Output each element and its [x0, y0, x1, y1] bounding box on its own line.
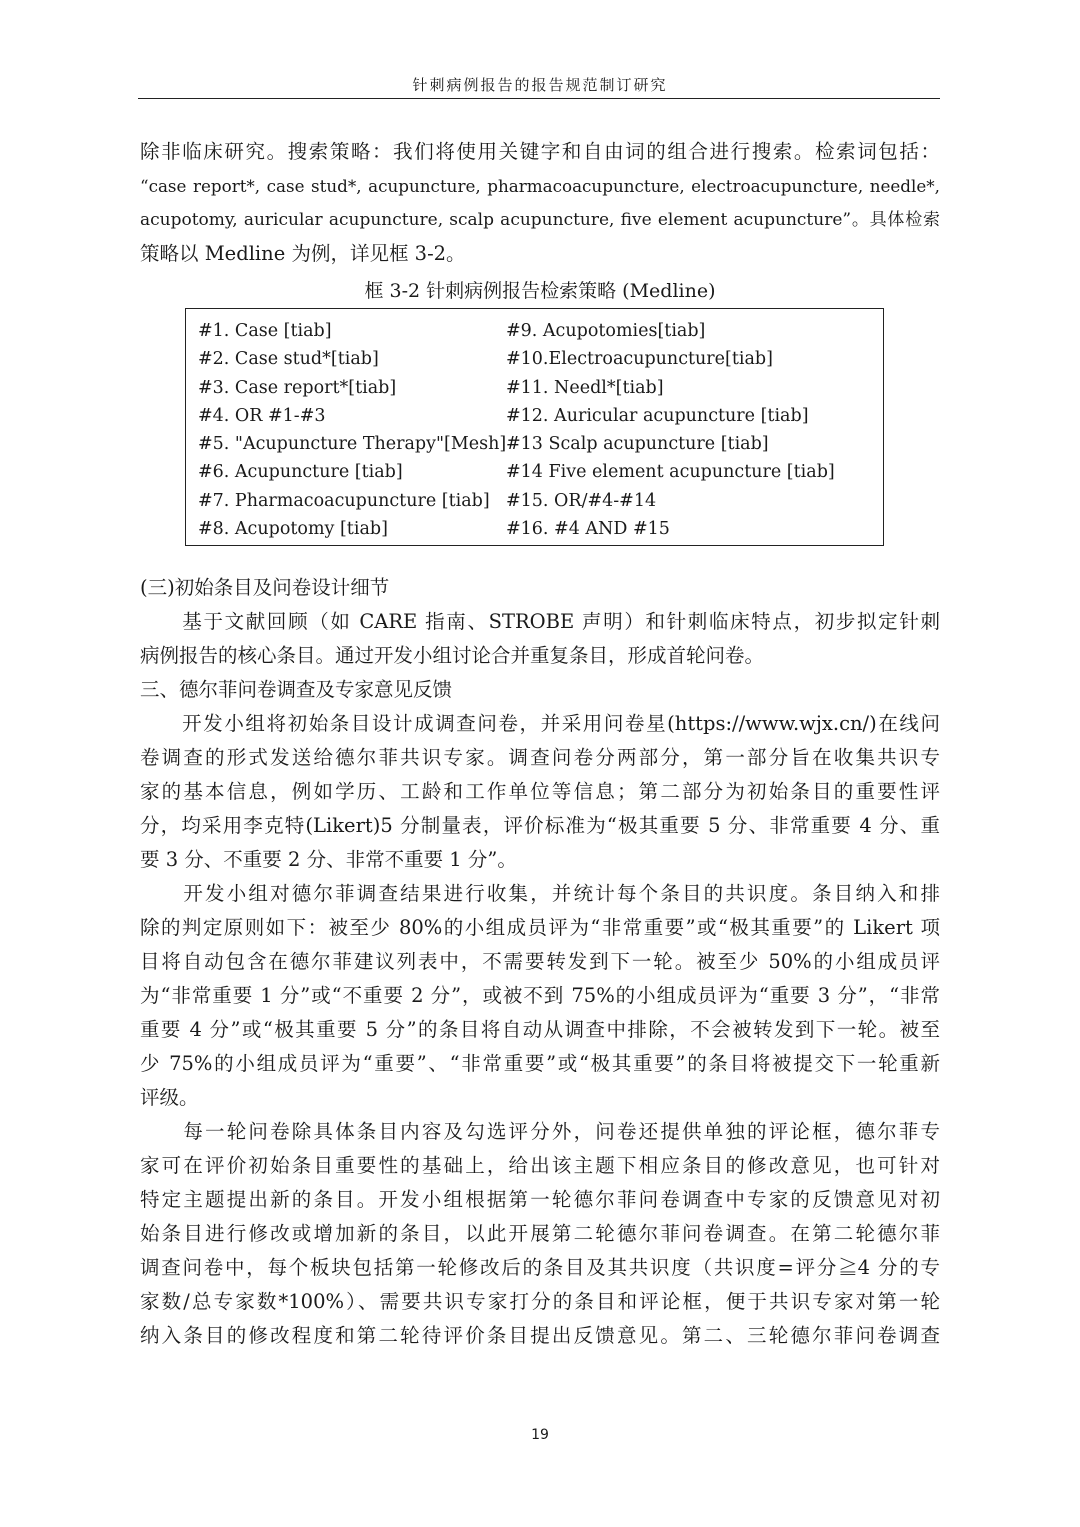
text-line: 家的基本信息，例如学历、工龄和工作单位等信息；第二部分为初始条目的重要性评: [140, 780, 940, 803]
strategy-entry: #14 Five element acupuncture [tiab]: [506, 462, 835, 483]
running-header: 针刺病例报告的报告规范制订研究: [412, 76, 668, 94]
text-line: 纳入条目的修改程度和第二轮待评价条目提出反馈意见。第二、三轮德尔菲问卷调查: [140, 1324, 940, 1347]
strategy-entry: #9. Acupotomies[tiab]: [506, 321, 706, 341]
strategy-entry: #10.Electroacupuncture[tiab]: [506, 349, 773, 370]
strategy-entry: #4. OR #1-#3: [198, 405, 326, 426]
text-line: 除的判定原则如下：被至少 80%的小组成员评为“非常重要”或“极其重要”的 Likert 项: [140, 916, 940, 939]
intro-paragraph: [140, 135, 940, 271]
text-line: 分，均采用李克特(Likert)5 分制量表，评价标准为“极其重要 5 分、非常重要 4 分、重: [140, 814, 940, 837]
text-line: 卷调查的形式发送给德尔菲共识专家。调查问卷分两部分，第一部分旨在收集共识专: [140, 746, 940, 769]
text-line: 为“非常重要 1 分”或“不重要 2 分”，或被不到 75%的小组成员评为“重要 3 分”，“非常: [140, 984, 940, 1007]
section-heading: (三)初始条目及问卷设计细节: [140, 576, 390, 599]
strategy-entry: #6. Acupuncture [tiab]: [198, 462, 403, 483]
text-line: 每一轮问卷除具体条目内容及勾选评分外，问卷还提供单独的评论框，德尔菲专: [140, 1120, 940, 1143]
text-line: 除非临床研究。搜索策略：我们将使用关键字和自由词的组合进行搜索。检索词包括：: [140, 140, 940, 163]
strategy-entry: #3. Case report*[tiab]: [198, 377, 397, 398]
strategy-entry: #5. "Acupuncture Therapy"[Mesh]: [198, 434, 507, 455]
strategy-entry: #15. OR/#4-#14: [506, 490, 657, 511]
strategy-entry: #1. Case [tiab]: [198, 321, 332, 341]
text-line: 少 75%的小组成员评为“重要”、“非常重要”或“极其重要”的条目将被提交下一轮重新: [140, 1052, 940, 1075]
body-text: [140, 571, 940, 1353]
text-line: 评级。: [140, 1086, 199, 1109]
section-heading: 三、德尔菲问卷调查及专家意见反馈: [140, 678, 453, 701]
text-line: “case report*, case stud*, acupuncture, pharmacoacupuncture, electroacupuncture, needle*,: [140, 176, 940, 196]
text-line: 始条目进行修改或增加新的条目，以此开展第二轮德尔菲问卷调查。在第二轮德尔菲: [140, 1222, 940, 1245]
text-line: 目将自动包含在德尔菲建议列表中，不需要转发到下一轮。被至少 50%的小组成员评: [140, 950, 940, 973]
header-rule: [138, 98, 940, 99]
text-line: 基于文献回顾（如 CARE 指南、STROBE 声明）和针刺临床特点，初步拟定针刺: [140, 610, 940, 633]
text-line: 开发小组将初始条目设计成调查问卷，并采用问卷星(https://www.wjx.cn/)在线问: [140, 712, 940, 735]
page-number: 19: [531, 1427, 549, 1443]
strategy-entry: #2. Case stud*[tiab]: [198, 349, 379, 370]
strategy-entry: #16. #4 AND #15: [506, 519, 670, 540]
text-line: 家数/总专家数*100%）、需要共识专家打分的条目和评论框，便于共识专家对第一轮: [140, 1290, 940, 1313]
strategy-entry: #7. Pharmacoacupuncture [tiab]: [198, 490, 490, 511]
strategy-entry: #13 Scalp acupuncture [tiab]: [506, 434, 769, 455]
text-line: 重要 4 分”或“极其重要 5 分”的条目将自动从调查中排除，不会被转发到下一轮。被至: [140, 1018, 940, 1041]
search-strategy-box: [185, 308, 884, 546]
strategy-column-right: [506, 317, 835, 543]
text-line: 特定主题提出新的条目。开发小组根据第一轮德尔菲问卷调查中专家的反馈意见对初: [140, 1188, 940, 1211]
strategy-entry: #8. Acupotomy [tiab]: [198, 519, 388, 540]
text-line: 家可在评价初始条目重要性的基础上，给出该主题下相应条目的修改意见，也可针对: [140, 1154, 940, 1177]
strategy-entry: #11. Needl*[tiab]: [506, 377, 664, 398]
strategy-entry: #12. Auricular acupuncture [tiab]: [506, 405, 809, 426]
text-line: 病例报告的核心条目。通过开发小组讨论合并重复条目，形成首轮问卷。: [140, 644, 765, 667]
text-line: 调查问卷中，每个板块包括第一轮修改后的条目及其共识度（共识度=评分≧4 分的专: [140, 1256, 940, 1279]
text-line: 开发小组对德尔菲调查结果进行收集，并统计每个条目的共识度。条目纳入和排: [140, 882, 940, 905]
text-line: 策略以 Medline 为例，详见框 3-2。: [140, 242, 466, 265]
box-caption: 框 3-2 针刺病例报告检索策略 (Medline): [364, 280, 716, 302]
text-line: acupotomy, auricular acupuncture, scalp acupuncture, five element acupuncture”。具体检索: [140, 210, 940, 230]
strategy-column-left: [198, 317, 506, 543]
text-line: 要 3 分、不重要 2 分、非常不重要 1 分”。: [140, 848, 517, 871]
